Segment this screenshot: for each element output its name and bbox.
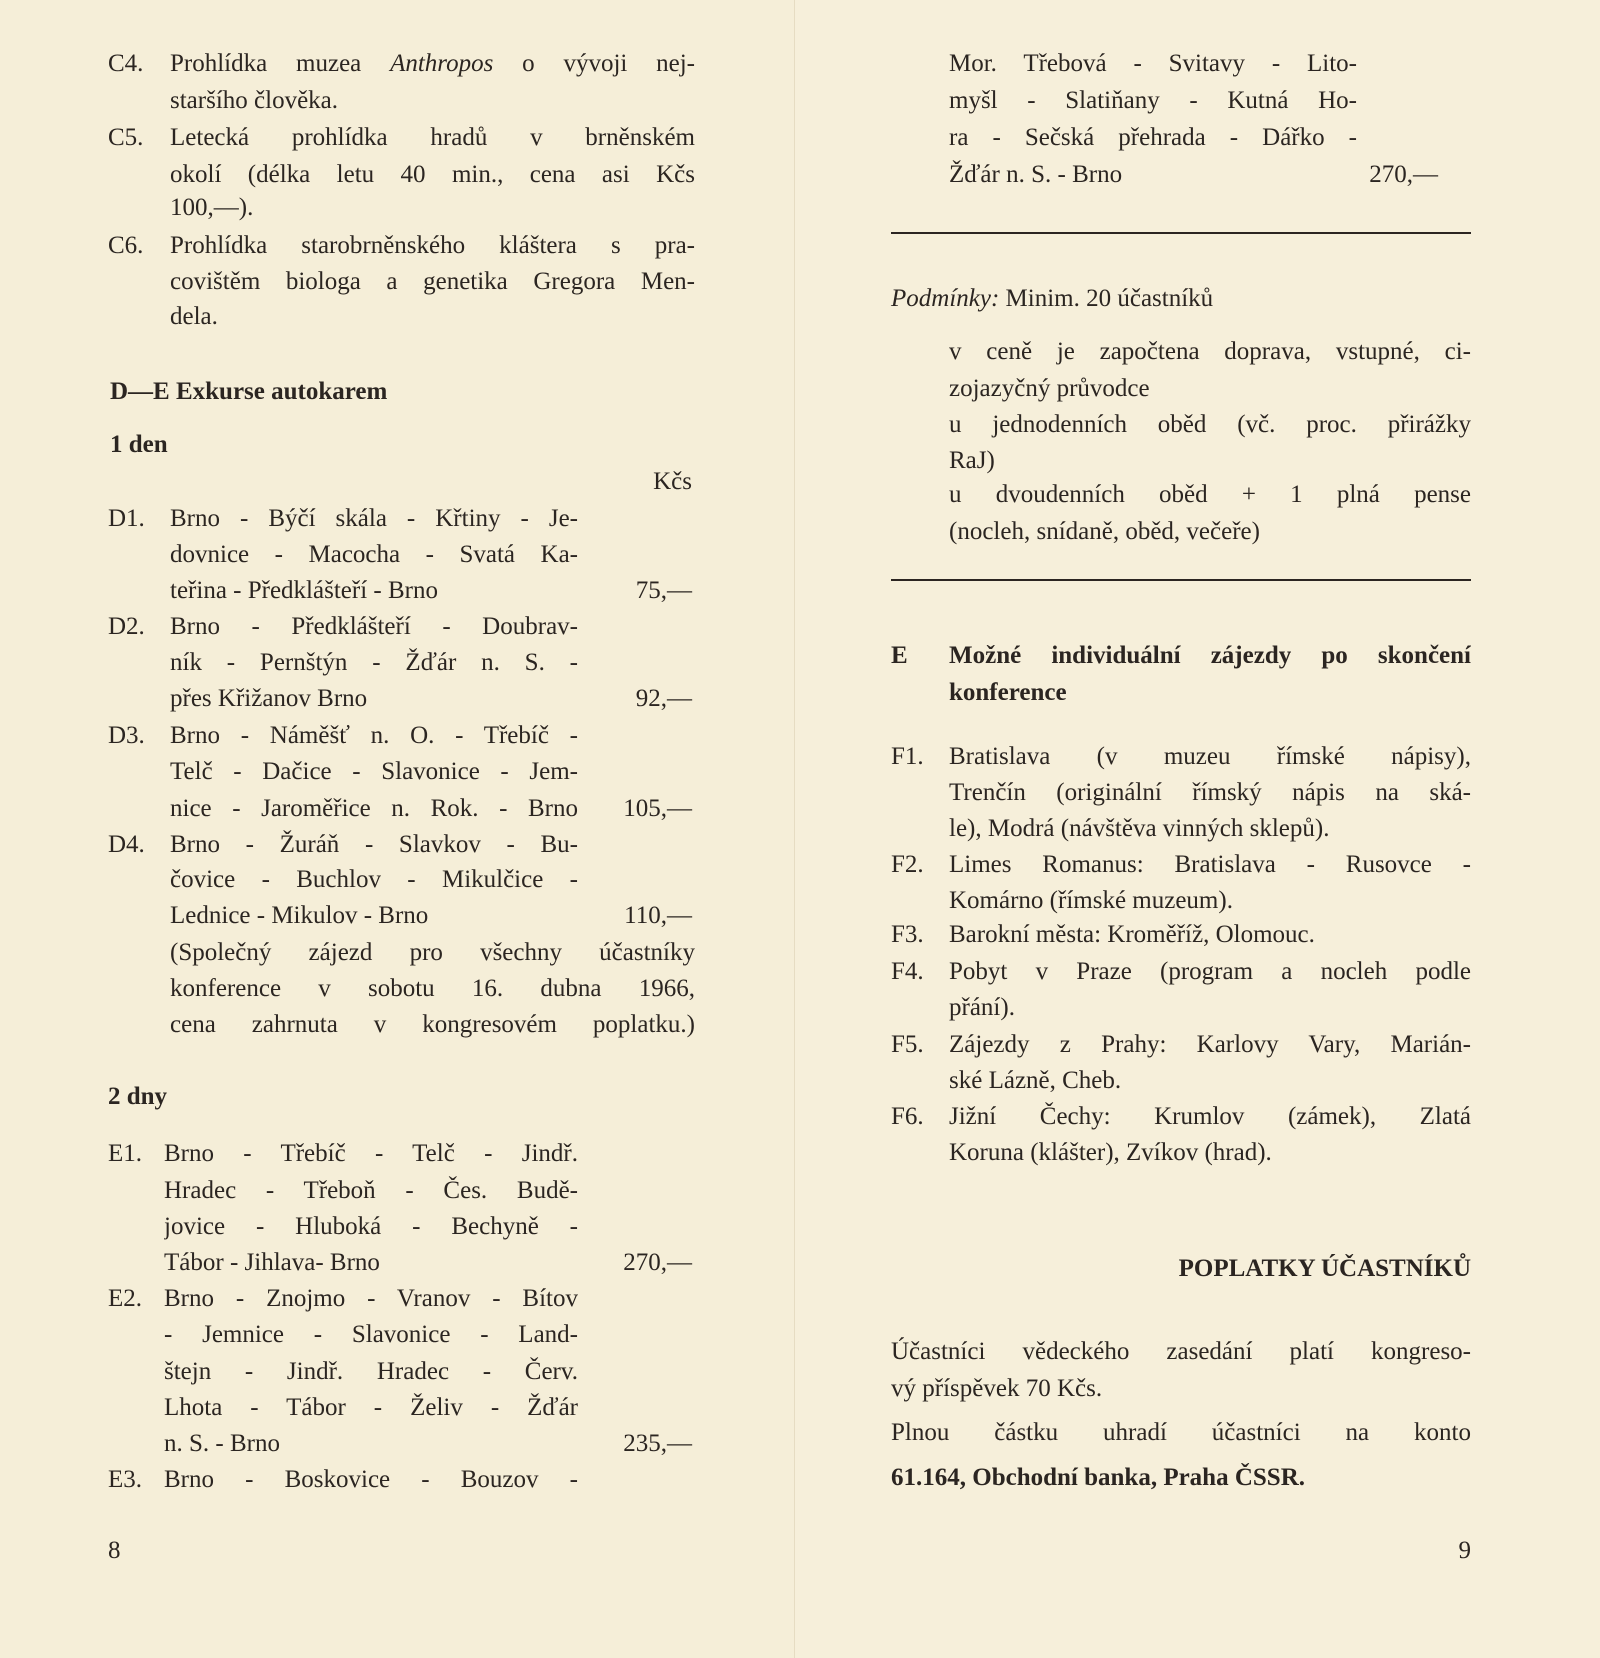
museum-name: Anthropos	[390, 50, 494, 77]
fees-line: Účastníci vědeckého zasedání platí kongreso-	[891, 1338, 1471, 1365]
price: 105,—	[623, 795, 692, 822]
fees-line: vý příspěvek 70 Kčs.	[891, 1375, 1103, 1402]
note-line: konference v sobotu 16. dubna 1966,	[170, 975, 695, 1002]
condition-line: (nocleh, snídaně, oběd, večeře)	[949, 518, 1260, 545]
condition-line: u dvoudenních oběd + 1 plná pense	[949, 481, 1471, 508]
item-line: okolí (délka letu 40 min., cena asi Kčs	[170, 161, 695, 188]
item-line: Koruna (klášter), Zvíkov (hrad).	[949, 1139, 1272, 1166]
page-number: 9	[1458, 1537, 1471, 1564]
item-line: myšl - Slatiňany - Kutná Ho-	[949, 87, 1357, 114]
text: o vývoji nej-	[522, 50, 695, 77]
item-line: přání).	[949, 994, 1015, 1021]
item-line	[170, 47, 695, 81]
subheading-two-days: 2 dny	[108, 1083, 168, 1110]
conditions-label: Podmínky:	[891, 285, 1000, 312]
item-line: n. S. - Brno	[164, 1430, 280, 1457]
divider	[891, 232, 1471, 234]
item-line: Brno - Boskovice - Bouzov -	[164, 1466, 578, 1493]
item-line: Žďár n. S. - Brno	[949, 161, 1123, 188]
item-line: Lhota - Tábor - Želiv - Žďár	[164, 1394, 578, 1421]
currency-header: Kčs	[653, 468, 692, 495]
condition-line: RaJ)	[949, 447, 995, 474]
item-line: ské Lázně, Cheb.	[949, 1067, 1122, 1094]
item-line: Brno - Náměšť n. O. - Třebíč -	[170, 722, 578, 749]
item-label: F2.	[891, 851, 924, 878]
item-line: Lednice - Mikulov - Brno	[170, 902, 429, 929]
item-line: Brno - Předklášteří - Doubrav-	[170, 613, 578, 640]
item-line: Pobyt v Praze (program a nocleh podle	[949, 958, 1471, 985]
condition-line: u jednodenních oběd (vč. proc. přirážky	[949, 411, 1471, 438]
item-line: Hradec - Třeboň - Čes. Budě-	[164, 1177, 578, 1204]
item-line: Telč - Dačice - Slavonice - Jem-	[170, 758, 578, 785]
item-label: F3.	[891, 921, 924, 948]
item-label: D2.	[108, 613, 145, 640]
divider	[891, 579, 1471, 581]
item-line: přes Křižanov Brno	[170, 685, 368, 712]
item-label: C4.	[108, 50, 144, 77]
note-line: cena zahrnuta v kongresovém poplatku.)	[170, 1011, 695, 1038]
price: 270,—	[623, 1249, 692, 1276]
item-label: F6.	[891, 1103, 924, 1130]
item-label: D3.	[108, 722, 145, 749]
item-label: D1.	[108, 505, 145, 532]
item-label: E	[891, 642, 908, 669]
price: 92,—	[635, 685, 692, 712]
item-line: le), Modrá (návštěva vinných sklepů).	[949, 815, 1330, 842]
section-heading-line: konference	[949, 679, 1067, 706]
item-line: Letecká prohlídka hradů v brněnském	[170, 124, 695, 151]
condition-line: v ceně je započtena doprava, vstupné, ci-	[949, 338, 1471, 365]
item-label: D4.	[108, 831, 145, 858]
fees-heading: POPLATKY ÚČASTNÍKŮ	[1178, 1255, 1471, 1282]
item-label: C5.	[108, 124, 144, 151]
price: 75,—	[635, 577, 692, 604]
item-line: nice - Jaroměřice n. Rok. - Brno	[170, 795, 578, 822]
text: Minim. 20 účastníků	[1005, 285, 1214, 312]
item-label: E2.	[108, 1285, 143, 1312]
item-label: F4.	[891, 958, 924, 985]
item-line: 100,—).	[170, 194, 254, 221]
section-heading-line: Možné individuální zájezdy po skončení	[949, 642, 1471, 669]
item-line: staršího člověka.	[170, 87, 339, 114]
item-label: E1.	[108, 1140, 143, 1167]
item-line: Mor. Třebová - Svitavy - Lito-	[949, 50, 1357, 77]
item-line: štejn - Jindř. Hradec - Červ.	[164, 1358, 578, 1385]
item-line: Tábor - Jihlava- Brno	[164, 1249, 380, 1276]
item-line: Limes Romanus: Bratislava - Rusovce -	[949, 851, 1471, 878]
item-line: Bratislava (v muzeu římské nápisy),	[949, 743, 1471, 770]
item-label: E3.	[108, 1466, 143, 1493]
price: 235,—	[623, 1430, 692, 1457]
item-line: Trenčín (originální římský nápis na ská-	[949, 779, 1471, 806]
fees-line: Plnou částku uhradí účastníci na konto	[891, 1419, 1471, 1446]
item-line: - Jemnice - Slavonice - Land-	[164, 1321, 578, 1348]
text: Prohlídka muzea	[170, 50, 362, 77]
price: 270,—	[1369, 161, 1438, 188]
item-label: F1.	[891, 743, 924, 770]
conditions-first-line	[891, 282, 1213, 316]
item-line: Brno - Znojmo - Vranov - Bítov	[164, 1285, 578, 1312]
note-line: (Společný zájezd pro všechny účastníky	[170, 939, 695, 966]
bank-account: 61.164, Obchodní banka, Praha ČSSR.	[891, 1464, 1306, 1491]
item-line: dela.	[170, 303, 218, 330]
item-line: ník - Pernštýn - Žďár n. S. -	[170, 649, 578, 676]
item-line: dovnice - Macocha - Svatá Ka-	[170, 541, 578, 568]
item-line: jovice - Hluboká - Bechyně -	[164, 1213, 578, 1240]
right-page	[795, 0, 1600, 1658]
item-line: čovice - Buchlov - Mikulčice -	[170, 866, 578, 893]
item-line: Jižní Čechy: Krumlov (zámek), Zlatá	[949, 1103, 1471, 1130]
price: 110,—	[624, 902, 692, 929]
item-line: Brno - Býčí skála - Křtiny - Je-	[170, 505, 578, 532]
page-number: 8	[108, 1537, 121, 1564]
item-line: Komárno (římské muzeum).	[949, 887, 1233, 914]
item-label: F5.	[891, 1031, 924, 1058]
item-line: ra - Sečská přehrada - Dářko -	[949, 124, 1357, 151]
subheading-one-day: 1 den	[110, 431, 168, 458]
item-line: covištěm biologa a genetika Gregora Men-	[170, 268, 695, 295]
item-line: Barokní města: Kroměříž, Olomouc.	[949, 921, 1315, 948]
item-line: Brno - Žuráň - Slavkov - Bu-	[170, 831, 578, 858]
item-line: teřina - Předklášteří - Brno	[170, 577, 438, 604]
left-page	[0, 0, 795, 1658]
item-line: Brno - Třebíč - Telč - Jindř.	[164, 1140, 578, 1167]
item-line: Zájezdy z Prahy: Karlovy Vary, Marián-	[949, 1031, 1471, 1058]
item-line: Prohlídka starobrněnského kláštera s pra-	[170, 232, 695, 259]
condition-line: zojazyčný průvodce	[949, 375, 1150, 402]
section-heading: D—E Exkurse autokarem	[110, 378, 388, 405]
item-label: C6.	[108, 232, 144, 259]
